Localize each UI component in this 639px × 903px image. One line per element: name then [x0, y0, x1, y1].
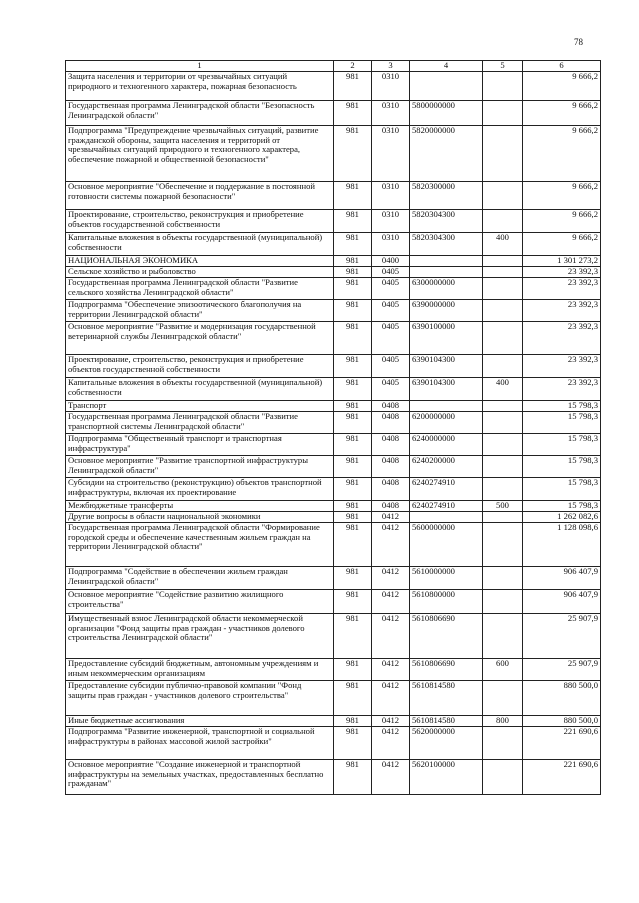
row-section-code: 0408	[372, 501, 410, 512]
row-expense-kind: 600	[483, 659, 523, 681]
row-section-code: 0405	[372, 322, 410, 355]
table-row	[66, 659, 601, 681]
row-name: Защита населения и территории от чрезвычайных ситуаций природного и техногенного характера, пожарная безопасность	[66, 72, 334, 101]
row-name: Основное мероприятие "Развитие и модернизация государственной ветеринарной службы Ленинградской области"	[66, 322, 334, 355]
row-target-code: 5620100000	[410, 760, 483, 795]
row-target-code	[410, 72, 483, 101]
row-name: Капитальные вложения в объекты государственной (муниципальной) собственности	[66, 378, 334, 401]
row-section-code: 0412	[372, 760, 410, 795]
row-name: Подпрограмма "Содействие в обеспечении жильем граждан Ленинградской области"	[66, 567, 334, 590]
row-expense-kind	[483, 512, 523, 523]
table-row	[66, 72, 601, 101]
row-section-code: 0412	[372, 727, 410, 760]
row-expense-kind: 500	[483, 501, 523, 512]
row-amount: 15 798,3	[523, 412, 601, 434]
row-name: Государственная программа Ленинградской области "Формирование городской среды и обеспечение качественным жильем граждан на территории Ленинградской области"	[66, 523, 334, 567]
row-section-code: 0405	[372, 378, 410, 401]
row-expense-kind	[483, 523, 523, 567]
row-target-code: 5820000000	[410, 126, 483, 182]
row-section-code: 0310	[372, 233, 410, 256]
row-admin-code: 981	[334, 760, 372, 795]
row-name: Подпрограмма "Общественный транспорт и транспортная инфраструктура"	[66, 434, 334, 456]
row-section-code: 0310	[372, 72, 410, 101]
row-amount: 15 798,3	[523, 434, 601, 456]
table-row	[66, 567, 601, 590]
row-expense-kind	[483, 101, 523, 126]
table-row	[66, 378, 601, 401]
row-section-code: 0310	[372, 126, 410, 182]
row-admin-code: 981	[334, 278, 372, 300]
table-row	[66, 182, 601, 210]
table-row	[66, 233, 601, 256]
row-amount: 9 666,2	[523, 72, 601, 101]
row-admin-code: 981	[334, 456, 372, 478]
row-admin-code: 981	[334, 590, 372, 614]
row-expense-kind: 400	[483, 233, 523, 256]
row-target-code: 6390104300	[410, 355, 483, 378]
row-admin-code: 981	[334, 126, 372, 182]
row-target-code: 5820300000	[410, 182, 483, 210]
row-amount: 23 392,3	[523, 378, 601, 401]
row-target-code: 6390000000	[410, 300, 483, 322]
row-name: Основное мероприятие "Развитие транспортной инфраструктуры Ленинградской области"	[66, 456, 334, 478]
row-expense-kind	[483, 681, 523, 716]
table-header-row	[66, 61, 601, 72]
row-target-code: 6200000000	[410, 412, 483, 434]
row-admin-code: 981	[334, 716, 372, 727]
header-col-4: 4	[410, 61, 483, 72]
row-expense-kind	[483, 126, 523, 182]
table-row	[66, 355, 601, 378]
row-section-code: 0408	[372, 456, 410, 478]
row-section-code: 0412	[372, 590, 410, 614]
header-col-5: 5	[483, 61, 523, 72]
row-amount: 1 262 082,6	[523, 512, 601, 523]
row-expense-kind	[483, 614, 523, 659]
row-expense-kind	[483, 727, 523, 760]
table-row	[66, 278, 601, 300]
row-admin-code: 981	[334, 512, 372, 523]
table-row	[66, 434, 601, 456]
table-row	[66, 256, 601, 267]
row-section-code: 0412	[372, 716, 410, 727]
row-name: Подпрограмма "Развитие инженерной, транспортной и социальной инфраструктуры в районах массовой жилой застройки"	[66, 727, 334, 760]
row-name: Государственная программа Ленинградской области "Развитие сельского хозяйства Ленинградской области"	[66, 278, 334, 300]
row-target-code: 6240274910	[410, 501, 483, 512]
row-admin-code: 981	[334, 233, 372, 256]
row-admin-code: 981	[334, 681, 372, 716]
row-target-code: 5610806690	[410, 659, 483, 681]
table-row	[66, 401, 601, 412]
row-amount: 906 407,9	[523, 590, 601, 614]
table-row	[66, 512, 601, 523]
table-row	[66, 501, 601, 512]
row-target-code: 5820304300	[410, 233, 483, 256]
row-target-code: 5800000000	[410, 101, 483, 126]
row-name: Основное мероприятие "Содействие развитию жилищного строительства"	[66, 590, 334, 614]
row-amount: 15 798,3	[523, 501, 601, 512]
row-admin-code: 981	[334, 412, 372, 434]
row-admin-code: 981	[334, 378, 372, 401]
row-name: Межбюджетные трансферты	[66, 501, 334, 512]
row-name: Имущественный взнос Ленинградской области некоммерческой организации "Фонд защиты прав граждан - участников долевого строительства Ленинградской области"	[66, 614, 334, 659]
row-name: Государственная программа Ленинградской области "Безопасность Ленинградской области"	[66, 101, 334, 126]
row-target-code: 5600000000	[410, 523, 483, 567]
row-target-code: 5820304300	[410, 210, 483, 233]
row-expense-kind	[483, 72, 523, 101]
row-expense-kind	[483, 401, 523, 412]
row-admin-code: 981	[334, 101, 372, 126]
table-row	[66, 456, 601, 478]
row-admin-code: 981	[334, 300, 372, 322]
row-section-code: 0408	[372, 478, 410, 501]
row-target-code: 5620000000	[410, 727, 483, 760]
row-section-code: 0412	[372, 523, 410, 567]
row-admin-code: 981	[334, 501, 372, 512]
table-row	[66, 727, 601, 760]
row-target-code	[410, 512, 483, 523]
table-row	[66, 590, 601, 614]
header-col-1: 1	[66, 61, 334, 72]
row-admin-code: 981	[334, 267, 372, 278]
row-expense-kind	[483, 590, 523, 614]
row-name: Иные бюджетные ассигнования	[66, 716, 334, 727]
row-target-code: 5610806690	[410, 614, 483, 659]
header-col-2: 2	[334, 61, 372, 72]
row-expense-kind	[483, 760, 523, 795]
row-amount: 9 666,2	[523, 126, 601, 182]
row-admin-code: 981	[334, 727, 372, 760]
row-name: Другие вопросы в области национальной экономики	[66, 512, 334, 523]
row-amount: 23 392,3	[523, 322, 601, 355]
row-amount: 221 690,6	[523, 760, 601, 795]
row-admin-code: 981	[334, 523, 372, 567]
row-name: Транспорт	[66, 401, 334, 412]
row-expense-kind	[483, 267, 523, 278]
row-target-code	[410, 267, 483, 278]
row-name: Субсидии на строительство (реконструкцию) объектов транспортной инфраструктуры, включая их проектирование	[66, 478, 334, 501]
row-section-code: 0405	[372, 355, 410, 378]
row-target-code: 6240274910	[410, 478, 483, 501]
row-admin-code: 981	[334, 434, 372, 456]
table-row	[66, 101, 601, 126]
row-expense-kind	[483, 434, 523, 456]
row-section-code: 0310	[372, 182, 410, 210]
row-amount: 9 666,2	[523, 182, 601, 210]
table-row	[66, 126, 601, 182]
row-admin-code: 981	[334, 478, 372, 501]
row-target-code: 6240000000	[410, 434, 483, 456]
table-row	[66, 760, 601, 795]
row-admin-code: 981	[334, 659, 372, 681]
row-expense-kind	[483, 322, 523, 355]
row-section-code: 0405	[372, 267, 410, 278]
row-admin-code: 981	[334, 182, 372, 210]
row-expense-kind	[483, 456, 523, 478]
row-section-code: 0408	[372, 434, 410, 456]
row-target-code	[410, 256, 483, 267]
row-section-code: 0412	[372, 614, 410, 659]
table-row	[66, 681, 601, 716]
row-expense-kind: 400	[483, 378, 523, 401]
row-expense-kind	[483, 278, 523, 300]
row-expense-kind	[483, 567, 523, 590]
row-section-code: 0310	[372, 101, 410, 126]
table-row	[66, 614, 601, 659]
row-amount: 15 798,3	[523, 478, 601, 501]
row-section-code: 0412	[372, 681, 410, 716]
table-row	[66, 716, 601, 727]
row-target-code: 6300000000	[410, 278, 483, 300]
row-section-code: 0408	[372, 412, 410, 434]
row-amount: 23 392,3	[523, 355, 601, 378]
row-target-code: 5610800000	[410, 590, 483, 614]
row-amount: 25 907,9	[523, 614, 601, 659]
row-section-code: 0405	[372, 300, 410, 322]
row-target-code: 5610814580	[410, 681, 483, 716]
row-name: Основное мероприятие "Обеспечение и поддержание в постоянной готовности системы пожарной безопасности"	[66, 182, 334, 210]
row-name: Сельское хозяйство и рыболовство	[66, 267, 334, 278]
row-amount: 1 301 273,2	[523, 256, 601, 267]
row-expense-kind: 800	[483, 716, 523, 727]
row-amount: 9 666,2	[523, 210, 601, 233]
row-amount: 880 500,0	[523, 681, 601, 716]
row-amount: 23 392,3	[523, 267, 601, 278]
row-admin-code: 981	[334, 322, 372, 355]
row-name: Проектирование, строительство, реконструкция и приобретение объектов государственной собственности	[66, 355, 334, 378]
budget-table	[65, 60, 601, 795]
row-target-code: 6390104300	[410, 378, 483, 401]
row-section-code: 0400	[372, 256, 410, 267]
header-col-3: 3	[372, 61, 410, 72]
row-name: Государственная программа Ленинградской области "Развитие транспортной системы Ленинградской области"	[66, 412, 334, 434]
row-amount: 23 392,3	[523, 300, 601, 322]
row-amount: 9 666,2	[523, 233, 601, 256]
row-admin-code: 981	[334, 567, 372, 590]
row-name: Предоставление субсидии публично-правовой компании "Фонд защиты прав граждан - участников долевого строительства"	[66, 681, 334, 716]
table-body	[66, 72, 601, 795]
row-amount: 1 128 098,6	[523, 523, 601, 567]
row-section-code: 0405	[372, 278, 410, 300]
table-row	[66, 523, 601, 567]
row-admin-code: 981	[334, 401, 372, 412]
row-amount: 221 690,6	[523, 727, 601, 760]
row-admin-code: 981	[334, 614, 372, 659]
row-name: Подпрограмма "Обеспечение эпизоотического благополучия на территории Ленинградской области"	[66, 300, 334, 322]
row-target-code: 6240200000	[410, 456, 483, 478]
row-target-code	[410, 401, 483, 412]
table-row	[66, 478, 601, 501]
row-section-code: 0412	[372, 659, 410, 681]
table-row	[66, 267, 601, 278]
row-expense-kind	[483, 478, 523, 501]
row-name: Капитальные вложения в объекты государственной (муниципальной) собственности	[66, 233, 334, 256]
row-amount: 880 500,0	[523, 716, 601, 727]
table-row	[66, 300, 601, 322]
row-name: НАЦИОНАЛЬНАЯ ЭКОНОМИКА	[66, 256, 334, 267]
row-admin-code: 981	[334, 355, 372, 378]
row-section-code: 0408	[372, 401, 410, 412]
row-admin-code: 981	[334, 210, 372, 233]
row-name: Предоставление субсидий бюджетным, автономным учреждениям и иным некоммерческим организациям	[66, 659, 334, 681]
header-col-6: 6	[523, 61, 601, 72]
row-expense-kind	[483, 256, 523, 267]
row-section-code: 0310	[372, 210, 410, 233]
row-name: Проектирование, строительство, реконструкция и приобретение объектов государственной собственности	[66, 210, 334, 233]
row-amount: 9 666,2	[523, 101, 601, 126]
table-row	[66, 322, 601, 355]
row-amount: 15 798,3	[523, 456, 601, 478]
row-amount: 15 798,3	[523, 401, 601, 412]
row-expense-kind	[483, 210, 523, 233]
page-number: 78	[574, 37, 583, 47]
row-amount: 906 407,9	[523, 567, 601, 590]
row-expense-kind	[483, 412, 523, 434]
row-expense-kind	[483, 300, 523, 322]
row-amount: 25 907,9	[523, 659, 601, 681]
table-row	[66, 412, 601, 434]
row-name: Основное мероприятие "Создание инженерной и транспортной инфраструктуры на земельных участках, предоставленных бесплатно гражданам"	[66, 760, 334, 795]
row-target-code: 6390100000	[410, 322, 483, 355]
row-section-code: 0412	[372, 512, 410, 523]
table-row	[66, 210, 601, 233]
row-expense-kind	[483, 182, 523, 210]
row-admin-code: 981	[334, 72, 372, 101]
row-amount: 23 392,3	[523, 278, 601, 300]
row-target-code: 5610000000	[410, 567, 483, 590]
row-expense-kind	[483, 355, 523, 378]
row-target-code: 5610814580	[410, 716, 483, 727]
row-section-code: 0412	[372, 567, 410, 590]
row-name: Подпрограмма "Предупреждение чрезвычайных ситуаций, развитие гражданской обороны, защита населения и территорий от чрезвычайных ситуаций природного и техногенного характера, обеспечение пожарной и общественной безопасности"	[66, 126, 334, 182]
row-admin-code: 981	[334, 256, 372, 267]
